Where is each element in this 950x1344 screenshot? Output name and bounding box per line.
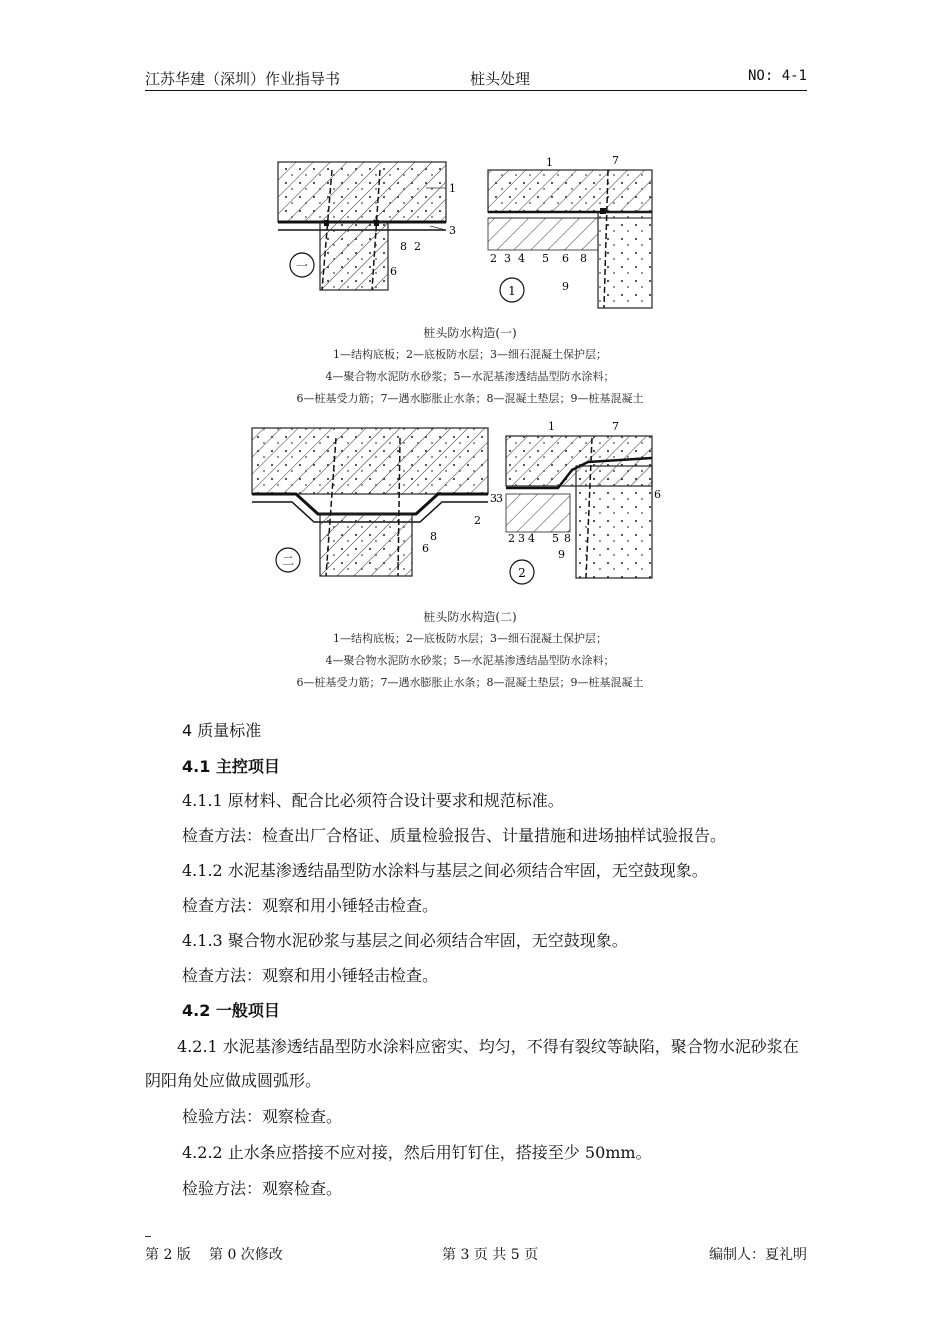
figure-1-drawing xyxy=(240,150,700,320)
header-topic: 桩头处理 xyxy=(470,70,531,88)
figure-1-left-label: 1 xyxy=(449,182,456,195)
figure-2-legend-line: 6—桩基受力筋；7—遇水膨胀止水条；8—混凝土垫层；9—桩基混凝土 xyxy=(296,676,644,689)
figure-2-left-label: 3 xyxy=(490,492,497,505)
figure-1-legend-line: 4—聚合物水泥防水砂浆；5—水泥基渗透结晶型防水涂料； xyxy=(325,370,615,383)
figure-2-right-detail xyxy=(496,420,661,584)
main-items-title: 4.1 主控项目 xyxy=(182,757,280,776)
check-method-4-2-1: 检验方法：观察检查。 xyxy=(182,1107,343,1126)
figure-2-drawing xyxy=(240,418,700,598)
figure-1-right-label: 7 xyxy=(612,154,619,167)
item-4-1-3: 4.1.3 聚合物水泥砂浆与基层之间必须结合牢固，无空鼓现象。 xyxy=(182,931,628,950)
figure-2-right-label: 2 xyxy=(508,532,515,545)
check-method-4-1-1: 检查方法：检查出厂合格证、质量检验报告、计量措施和进场抽样试验报告。 xyxy=(182,826,727,845)
footer-edition: 第 2 版 xyxy=(145,1247,191,1263)
figure-2-right-label: 8 xyxy=(564,532,571,545)
figure-2-right-label: 3 xyxy=(496,492,503,505)
figure-2-right-callout: 2 xyxy=(518,566,526,580)
section-title: 4 质量标准 xyxy=(182,721,262,740)
figure-1-title: 桩头防水构造(一) xyxy=(423,326,517,340)
figure-1-legend-line: 1—结构底板；2—底板防水层；3—细石混凝土保护层； xyxy=(333,348,607,361)
check-method-4-1-3: 检查方法：观察和用小锤轻击检查。 xyxy=(182,966,439,985)
figure-2-left-callout: 二 xyxy=(281,554,295,568)
footer-revision: 第 0 次修改 xyxy=(209,1247,283,1263)
figure-1-right-label: 8 xyxy=(580,252,587,265)
footer-mark xyxy=(145,1236,151,1237)
figure-2-right-label: 4 xyxy=(528,532,535,545)
figure-2-right-label: 1 xyxy=(548,420,555,433)
figure-2-right-label: 5 xyxy=(552,532,559,545)
figure-1-right-label: 3 xyxy=(504,252,511,265)
figure-2-title: 桩头防水构造(二) xyxy=(423,610,517,624)
figure-1-right-callout: 1 xyxy=(508,284,516,298)
check-method-4-1-2: 检查方法：观察和用小锤轻击检查。 xyxy=(182,896,439,915)
figure-1-right-label: 1 xyxy=(546,156,553,169)
figure-1-caption xyxy=(240,322,700,410)
figure-1-right-label: 9 xyxy=(562,280,569,293)
figure-1-right-detail xyxy=(488,154,652,308)
figure-1-left-label: 6 xyxy=(390,265,397,278)
footer-author: 编制人：夏礼明 xyxy=(709,1247,807,1263)
figure-2-legend-line: 4—聚合物水泥防水砂浆；5—水泥基渗透结晶型防水涂料； xyxy=(325,654,615,667)
figure-1-left-label: 8 xyxy=(400,240,407,253)
header-rule xyxy=(145,90,807,91)
figure-1-left-label: 3 xyxy=(449,224,456,237)
general-items-title: 4.2 一般项目 xyxy=(182,1001,280,1020)
figure-2-left-label: 6 xyxy=(422,542,429,555)
figure-2-left-label: 8 xyxy=(430,530,437,543)
item-4-1-2: 4.1.2 水泥基渗透结晶型防水涂料与基层之间必须结合牢固，无空鼓现象。 xyxy=(182,861,708,880)
item-4-1-1: 4.1.1 原材料、配合比必须符合设计要求和规范标准。 xyxy=(182,791,564,810)
figure-2-legend-line: 1—结构底板；2—底板防水层；3—细石混凝土保护层； xyxy=(333,632,607,645)
figure-2-right-label: 3 xyxy=(518,532,525,545)
figure-1-left-callout: 一 xyxy=(295,259,309,273)
header-company: 江苏华建（深圳）作业指导书 xyxy=(145,70,341,88)
header-doc-number: NO: 4-1 xyxy=(747,68,807,84)
figure-1-right-label: 2 xyxy=(490,252,497,265)
page-header xyxy=(145,66,807,90)
figure-2-left-detail xyxy=(252,428,497,576)
item-4-2-2: 4.2.2 止水条应搭接不应对接，然后用钉钉住，搭接至少 50mm。 xyxy=(182,1143,652,1162)
figure-1-legend-line: 6—桩基受力筋；7—遇水膨胀止水条；8—混凝土垫层；9—桩基混凝土 xyxy=(296,392,644,405)
check-method-4-2-2: 检验方法：观察检查。 xyxy=(182,1179,343,1198)
figure-1-right-label: 5 xyxy=(542,252,549,265)
figure-1-left-label: 2 xyxy=(414,240,421,253)
figure-2-right-label: 7 xyxy=(612,420,619,433)
figure-2-right-label: 9 xyxy=(558,548,565,561)
figure-1-right-label: 6 xyxy=(562,252,569,265)
figure-1-right-label: 4 xyxy=(518,252,525,265)
figure-2-right-label: 6 xyxy=(654,488,661,501)
figure-2-left-label: 2 xyxy=(474,514,481,527)
footer-page-number: 第 3 页 共 5 页 xyxy=(442,1247,539,1263)
figure-2-caption xyxy=(240,606,700,694)
item-4-2-1: 4.2.1 水泥基渗透结晶型防水涂料应密实、均匀，不得有裂纹等缺陷，聚合物水泥砂浆在阴阳角处应做成圆弧形。 xyxy=(145,1037,799,1090)
figure-1-left-detail xyxy=(278,162,456,290)
